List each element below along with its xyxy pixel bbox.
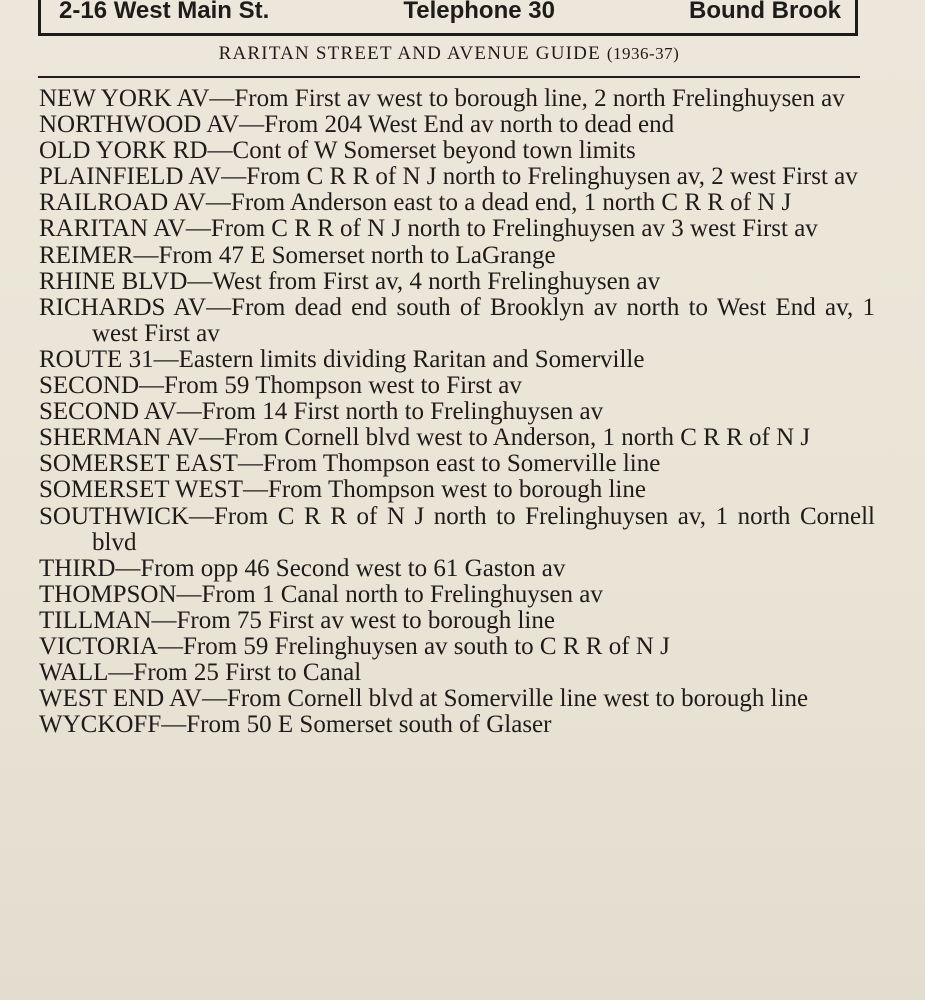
street-entry: TILLMAN—From 75 First av west to borough line <box>39 606 555 634</box>
street-entry: WYCKOFF—From 50 E Somerset south of Glaser <box>39 711 552 739</box>
street-entry: SECOND—From 59 Thompson west to First av <box>39 372 522 400</box>
street-entry: OLD YORK RD—Cont of W Somerset beyond town limits <box>39 137 636 165</box>
title-divider <box>38 76 860 78</box>
street-entry: ROUTE 31—Eastern limits dividing Raritan and Somerville <box>39 345 645 373</box>
street-entry: THOMPSON—From 1 Canal north to Frelinghuysen av <box>39 580 603 608</box>
street-entry: SOMERSET WEST—From Thompson west to borough line <box>39 476 646 504</box>
page-title <box>38 44 860 63</box>
street-entry: NORTHWOOD AV—From 204 West End av north to dead end <box>39 111 675 139</box>
street-list <box>39 86 875 738</box>
advertisement-header-box <box>38 0 858 36</box>
header-address: 2-16 West Main St. <box>59 0 270 24</box>
street-entry: PLAINFIELD AV—From C R R of N J north to Frelinghuysen av, 2 west First av <box>39 163 858 191</box>
street-entry: RAILROAD AV—From Anderson east to a dead end, 1 north C R R of N J <box>39 189 792 217</box>
header-telephone: Telephone 30 <box>403 0 555 24</box>
street-entry: SECOND AV—From 14 First north to Frelinghuysen av <box>39 398 604 426</box>
street-entry: SOMERSET EAST—From Thompson east to Somerville line <box>39 450 661 478</box>
street-entry: VICTORIA—From 59 Frelinghuysen av south to C R R of N J <box>39 632 670 660</box>
street-entry: WALL—From 25 First to Canal <box>39 659 362 687</box>
guide-title-text: RARITAN STREET AND AVENUE GUIDE <box>218 43 601 64</box>
street-entry: RARITAN AV—From C R R of N J north to Frelinghuysen av 3 west First av <box>39 215 818 243</box>
street-entry: NEW YORK AV—From First av west to borough line, 2 north Frelinghuysen av <box>39 85 845 112</box>
street-entry: REIMER—From 47 E Somerset north to LaGrange <box>39 241 556 269</box>
header-town: Bound Brook <box>689 0 841 24</box>
street-entry: THIRD—From opp 46 Second west to 61 Gaston av <box>39 554 566 582</box>
street-entry: RICHARDS AV—From dead end south of Brooklyn av north to West End av, 1 west First av <box>39 293 875 347</box>
street-entry: SHERMAN AV—From Cornell blvd west to Anderson, 1 north C R R of N J <box>39 424 811 452</box>
guide-year: (1936-37) <box>606 44 680 63</box>
street-entry: SOUTHWICK—From C R R of N J north to Frelinghuysen av, 1 north Cornell blvd <box>39 502 875 556</box>
street-entry: WEST END AV—From Cornell blvd at Somerville line west to borough line <box>39 685 809 713</box>
street-entry: RHINE BLVD—West from First av, 4 north Frelinghuysen av <box>39 267 661 295</box>
